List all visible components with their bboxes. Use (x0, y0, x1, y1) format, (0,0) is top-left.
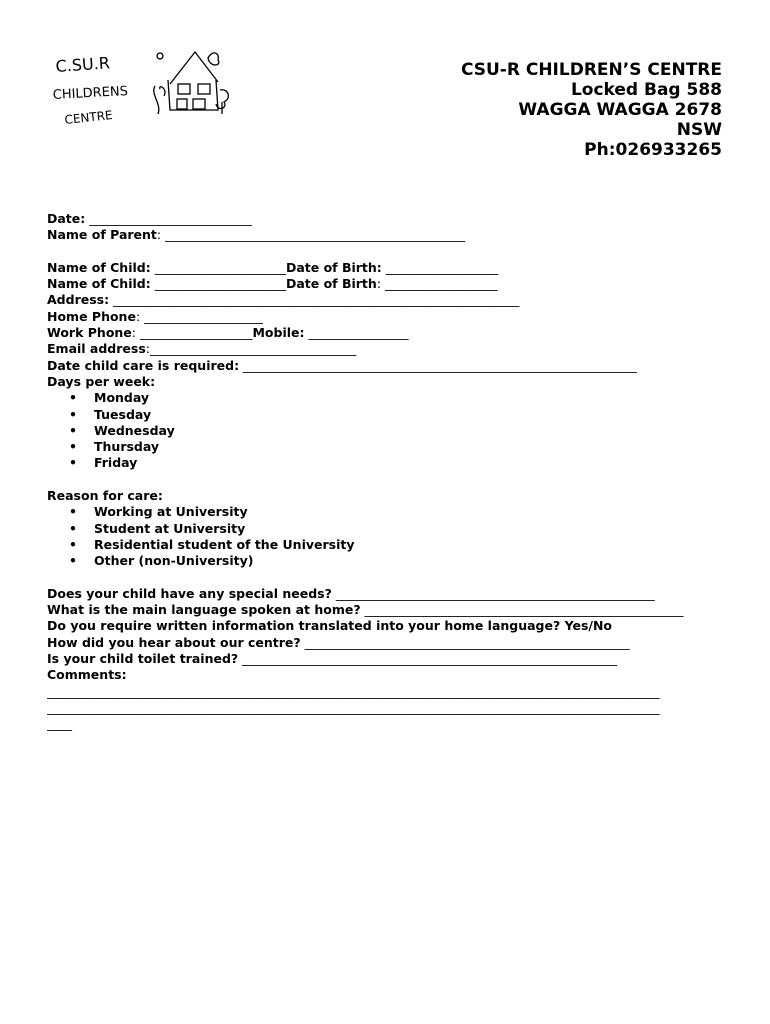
spacer (47, 570, 727, 586)
referral-label: How did you hear about our centre? (47, 634, 301, 650)
list-item[interactable] (47, 537, 727, 553)
spacer (47, 244, 727, 260)
referral-row (47, 635, 727, 651)
translation-question[interactable]: Do you require written information translated into your home language? Yes/No (47, 618, 613, 634)
date-label: Date: (47, 211, 86, 226)
mobile-field[interactable]: ________________ (304, 325, 409, 341)
list-item[interactable] (47, 455, 727, 471)
email-label: Email address (47, 341, 146, 357)
list-item[interactable] (47, 423, 727, 439)
logo-text-line-1: C.SU.R (54, 53, 111, 76)
list-item[interactable] (47, 504, 727, 520)
reason-list (47, 504, 727, 569)
work-phone-field[interactable]: : __________________ (131, 325, 253, 341)
phone-number: Ph:026933265 (584, 140, 722, 160)
work-phone-row (47, 325, 727, 341)
enrolment-form (47, 211, 727, 733)
bullet-icon: • (69, 536, 77, 552)
toilet-field[interactable]: ____________________________________________________________ (238, 651, 618, 667)
address-row (47, 292, 727, 308)
child2-name-field[interactable]: _____________________ (150, 276, 286, 292)
list-item[interactable] (47, 439, 727, 455)
email-field[interactable]: :_________________________________ (145, 341, 357, 357)
day-label: Wednesday (94, 422, 175, 438)
child1-row (47, 260, 727, 276)
child2-row (47, 276, 727, 292)
dob1-label: Date of Birth: (285, 259, 382, 275)
language-label: What is the main language spoken at home? (47, 602, 361, 618)
list-item[interactable] (47, 553, 727, 569)
address-field[interactable]: _________________________________________________________________ (109, 292, 520, 308)
day-label: Tuesday (94, 406, 152, 422)
logo-text-line-2: CHILDRENS (52, 84, 129, 103)
language-field[interactable]: ___________________________________________________ (360, 602, 684, 618)
email-row (47, 341, 727, 357)
toilet-row (47, 651, 727, 667)
bullet-icon: • (69, 422, 77, 438)
care-date-field[interactable]: _______________________________________________________________ (239, 357, 637, 373)
days-heading: Days per week: (47, 373, 156, 389)
referral-field[interactable]: ____________________________________________________ (300, 634, 630, 650)
comment-field-line-2[interactable]: __________________________________________________________________________________________________ (47, 699, 660, 715)
day-label: Monday (94, 390, 150, 406)
child1-name-field[interactable]: _____________________ (150, 259, 286, 275)
bullet-icon: • (69, 390, 77, 406)
logo-text-line-3: CENTRE (63, 108, 114, 127)
centre-address-block (461, 60, 722, 160)
house-drawing-icon (50, 44, 235, 134)
centre-name: CSU-R CHILDREN’S CENTRE (460, 60, 722, 80)
dob2-label: Date of Birth (285, 276, 377, 292)
parent-name-field[interactable]: : ________________________________________________ (156, 227, 466, 243)
reason-label: Working at University (94, 504, 248, 520)
comment-field-line-1[interactable]: __________________________________________________________________________________________________ (47, 683, 660, 699)
child2-label: Name of Child: (47, 276, 151, 292)
special-needs-label: Does your child have any special needs? (47, 585, 332, 601)
home-phone-row (47, 309, 727, 325)
language-row (47, 602, 727, 618)
bullet-icon: • (69, 406, 77, 422)
spacer (47, 472, 727, 488)
reason-label: Student at University (94, 520, 246, 536)
care-date-row (47, 358, 727, 374)
centre-logo (50, 44, 235, 134)
comment-field-line-3[interactable]: ____ (47, 716, 72, 732)
mobile-label: Mobile: (252, 325, 305, 341)
list-item[interactable] (47, 407, 727, 423)
postal-address: Locked Bag 588 (570, 80, 722, 100)
parent-row (47, 227, 727, 243)
state: NSW (676, 120, 722, 140)
care-date-label: Date child care is required: (47, 357, 240, 373)
child1-label: Name of Child: (47, 259, 151, 275)
special-needs-row (47, 586, 727, 602)
home-phone-field[interactable]: : ___________________ (135, 308, 263, 324)
toilet-label: Is your child toilet trained? (47, 651, 239, 667)
list-item[interactable] (47, 390, 727, 406)
bullet-icon: • (69, 439, 77, 455)
reason-label: Residential student of the University (94, 536, 355, 552)
address-label: Address: (47, 292, 110, 308)
comments-heading: Comments: (47, 667, 127, 683)
date-field[interactable]: __________________________ (85, 211, 252, 226)
reason-heading: Reason for care: (47, 488, 163, 504)
day-label: Thursday (94, 439, 160, 455)
parent-label: Name of Parent (47, 227, 157, 243)
special-needs-field[interactable]: ___________________________________________________ (331, 585, 655, 601)
bullet-icon: • (69, 455, 77, 471)
day-label: Friday (94, 455, 138, 471)
town-postcode: WAGGA WAGGA 2678 (518, 100, 722, 120)
list-item[interactable] (47, 521, 727, 537)
reason-label: Other (non-University) (94, 553, 254, 569)
bullet-icon: • (69, 553, 77, 569)
dob1-field[interactable]: __________________ (381, 259, 499, 275)
dob2-field[interactable]: : __________________ (376, 276, 498, 292)
bullet-icon: • (69, 520, 77, 536)
home-phone-label: Home Phone (47, 308, 136, 324)
bullet-icon: • (69, 504, 77, 520)
work-phone-label: Work Phone (47, 325, 132, 341)
days-list (47, 390, 727, 471)
date-row (47, 211, 727, 227)
